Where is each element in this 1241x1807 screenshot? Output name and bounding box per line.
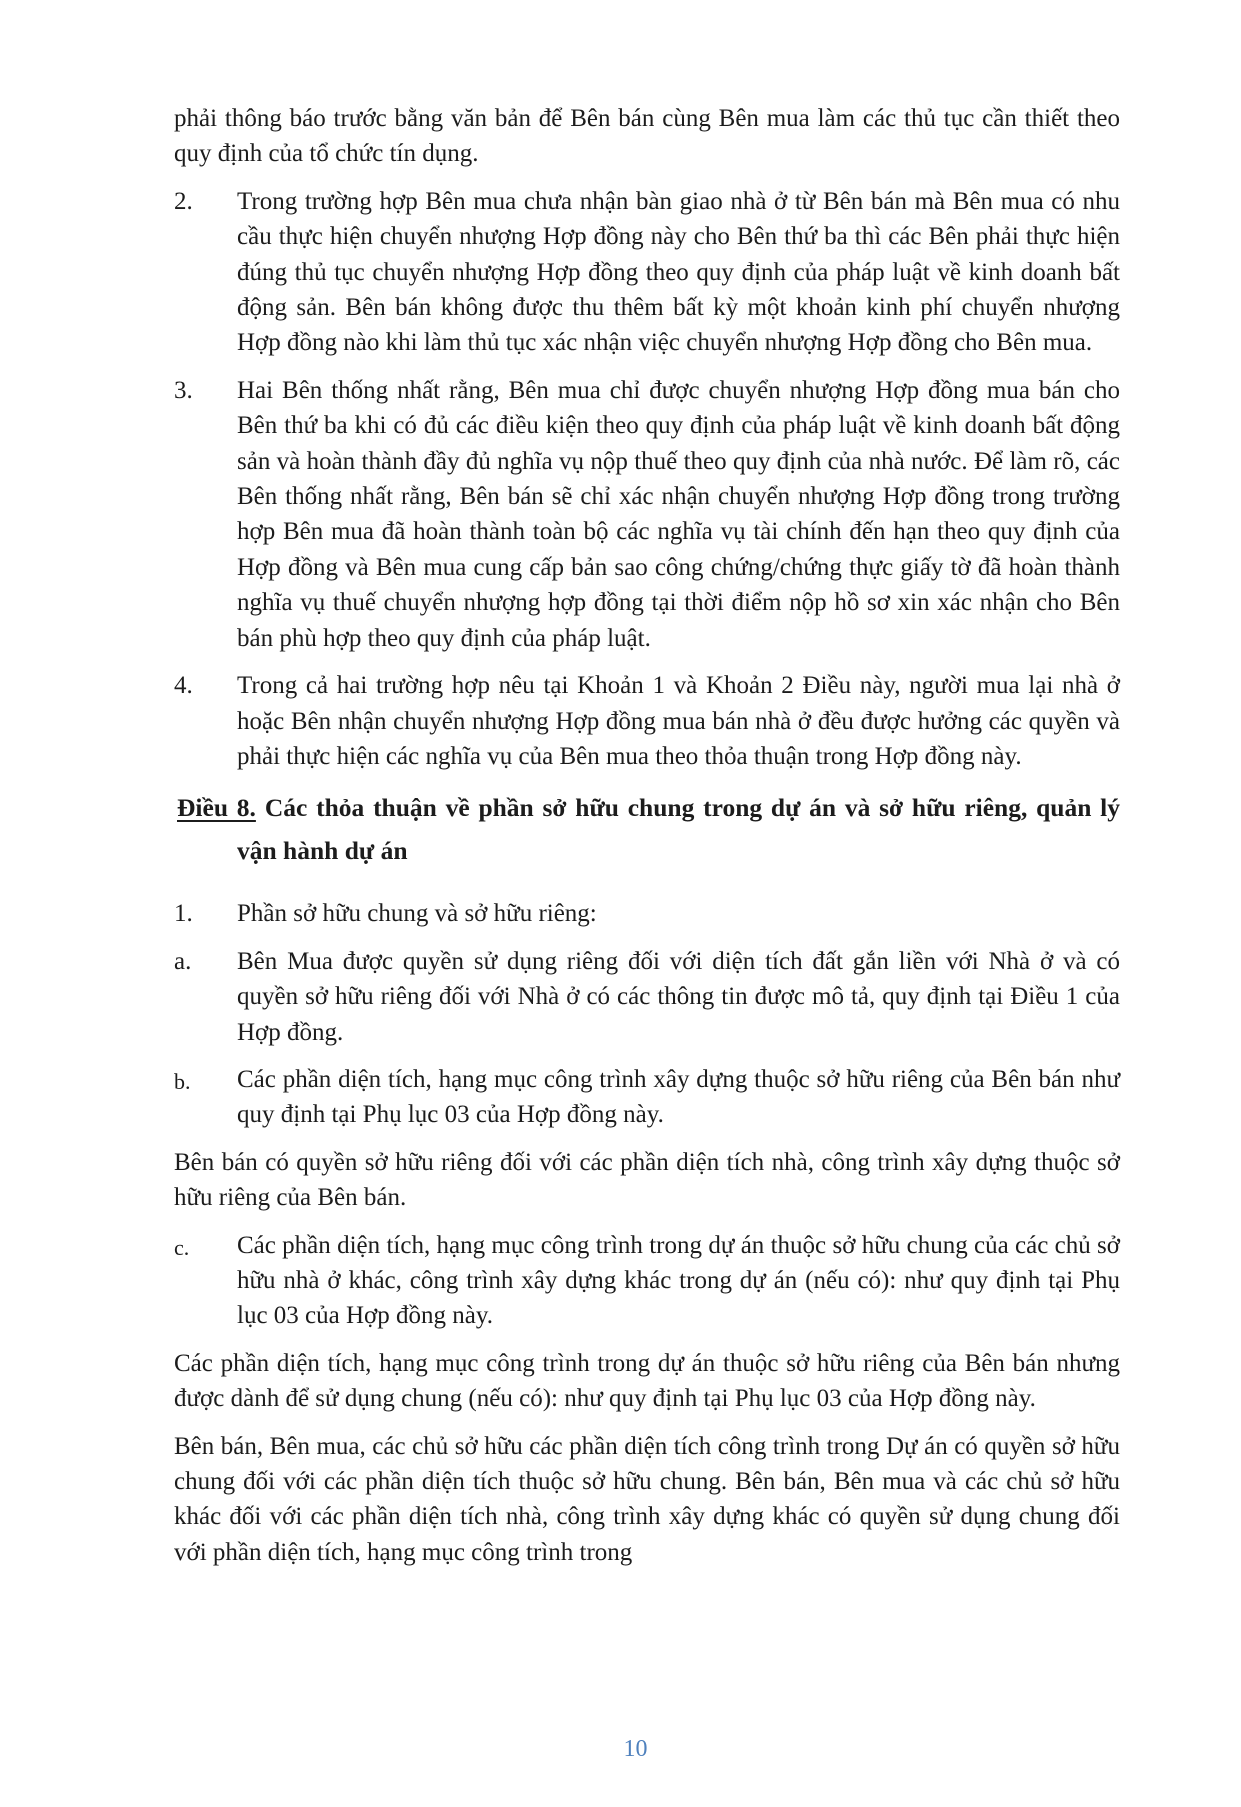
list-marker: 1. [174, 900, 193, 928]
list-item-text: Các phần diện tích, hạng mục công trình trong dự án thuộc sở hữu chung của các chủ sở hữu nhà ở khác, công trình xây dựng khác trong dự án (nếu có): như quy định tại Phụ lục 03 của Hợp đồng này. [237, 1231, 1120, 1330]
list-item-text: Bên Mua được quyền sử dụng riêng đối với diện tích đất gắn liền với Nhà ở và có quyền sở hữu riêng đối với Nhà ở có các thông tin được mô tả, quy định tại Điều 1 của Hợp đồng. [237, 947, 1120, 1046]
list-item-4 [174, 668, 1120, 774]
page-number: 10 [623, 1736, 648, 1762]
list-item-c [174, 1228, 1120, 1334]
list-item-text: Phần sở hữu chung và sở hữu riêng: [237, 900, 597, 928]
list-item-text: Các phần diện tích, hạng mục công trình xây dựng thuộc sở hữu riêng của Bên bán như quy định tại Phụ lục 03 của Hợp đồng này. [237, 1065, 1120, 1129]
list-item-text: Trong trường hợp Bên mua chưa nhận bàn giao nhà ở từ Bên bán mà Bên mua có nhu cầu thực hiện chuyển nhượng Hợp đồng này cho Bên thứ ba thì các Bên phải thực hiện đúng thủ tục chuyển nhượng Hợp đồng theo quy định của pháp luật về kinh doanh bất động sản. Bên bán không được thu thêm bất kỳ một khoản kinh phí chuyển nhượng Hợp đồng nào khi làm thủ tục xác nhận việc chuyển nhượng Hợp đồng cho Bên mua. [237, 187, 1120, 357]
continuation-paragraph: Bên bán, Bên mua, các chủ sở hữu các phần diện tích công trình trong Dự án có quyền sở hữu chung đối với các phần diện tích thuộc sở hữu chung. Bên bán, Bên mua và các chủ sở hữu khác đối với các phần diện tích nhà, công trình xây dựng khác có quyền sử dụng chung đối với phần diện tích, hạng mục công trình trong [174, 1432, 1120, 1566]
list-item-b [174, 1062, 1120, 1133]
list-marker: 3. [174, 376, 193, 404]
section-heading-label: Điều 8. [177, 793, 256, 823]
list-item-2 [174, 184, 1120, 361]
list-marker: 2. [174, 187, 193, 215]
list-item-3 [174, 373, 1120, 656]
list-marker: b. [174, 1068, 191, 1094]
contract-body [174, 101, 1120, 1582]
section-heading-text: Các thỏa thuận về phần sở hữu chung trong dự án và sở hữu riêng, quản lý vận hành dự án [237, 793, 1120, 866]
continuation-paragraph: Các phần diện tích, hạng mục công trình trong dự án thuộc sở hữu riêng của Bên bán nhưng được dành để sử dụng chung (nếu có): như quy định tại Phụ lục 03 của Hợp đồng này. [174, 1349, 1120, 1413]
list-item-text: Trong cả hai trường hợp nêu tại Khoản 1 và Khoản 2 Điều này, người mua lại nhà ở hoặc Bên nhận chuyển nhượng Hợp đồng mua bán nhà ở đều được hưởng các quyền và phải thực hiện các nghĩa vụ của Bên mua theo thỏa thuận trong Hợp đồng này. [237, 672, 1120, 770]
section-heading-dieu-8 [177, 786, 1120, 872]
list-marker: 4. [174, 672, 193, 700]
list-item-a [174, 944, 1120, 1050]
intro-continuation-paragraph: phải thông báo trước bằng văn bản để Bên bán cùng Bên mua làm các thủ tục cần thiết theo quy định của tổ chức tín dụng. [174, 105, 1120, 168]
list-item-1 [174, 896, 1120, 931]
list-marker: c. [174, 1234, 190, 1260]
list-item-text: Hai Bên thống nhất rằng, Bên mua chỉ được chuyển nhượng Hợp đồng mua bán cho Bên thứ ba khi có đủ các điều kiện theo quy định của pháp luật về kinh doanh bất động sản và hoàn thành đầy đủ nghĩa vụ nộp thuế theo quy định của nhà nước. Để làm rõ, các Bên thống nhất rằng, Bên bán sẽ chỉ xác nhận chuyển nhượng Hợp đồng trong trường hợp Bên mua đã hoàn thành toàn bộ các nghĩa vụ tài chính đến hạn theo quy định của Hợp đồng và Bên mua cung cấp bản sao công chứng/chứng thực giấy tờ đã hoàn thành nghĩa vụ thuế chuyển nhượng hợp đồng tại thời điểm nộp hồ sơ xin xác nhận cho Bên bán phù hợp theo quy định của pháp luật. [237, 376, 1120, 652]
list-marker: a. [174, 947, 192, 975]
continuation-paragraph: Bên bán có quyền sở hữu riêng đối với các phần diện tích nhà, công trình xây dựng thuộc sở hữu riêng của Bên bán. [174, 1148, 1120, 1212]
